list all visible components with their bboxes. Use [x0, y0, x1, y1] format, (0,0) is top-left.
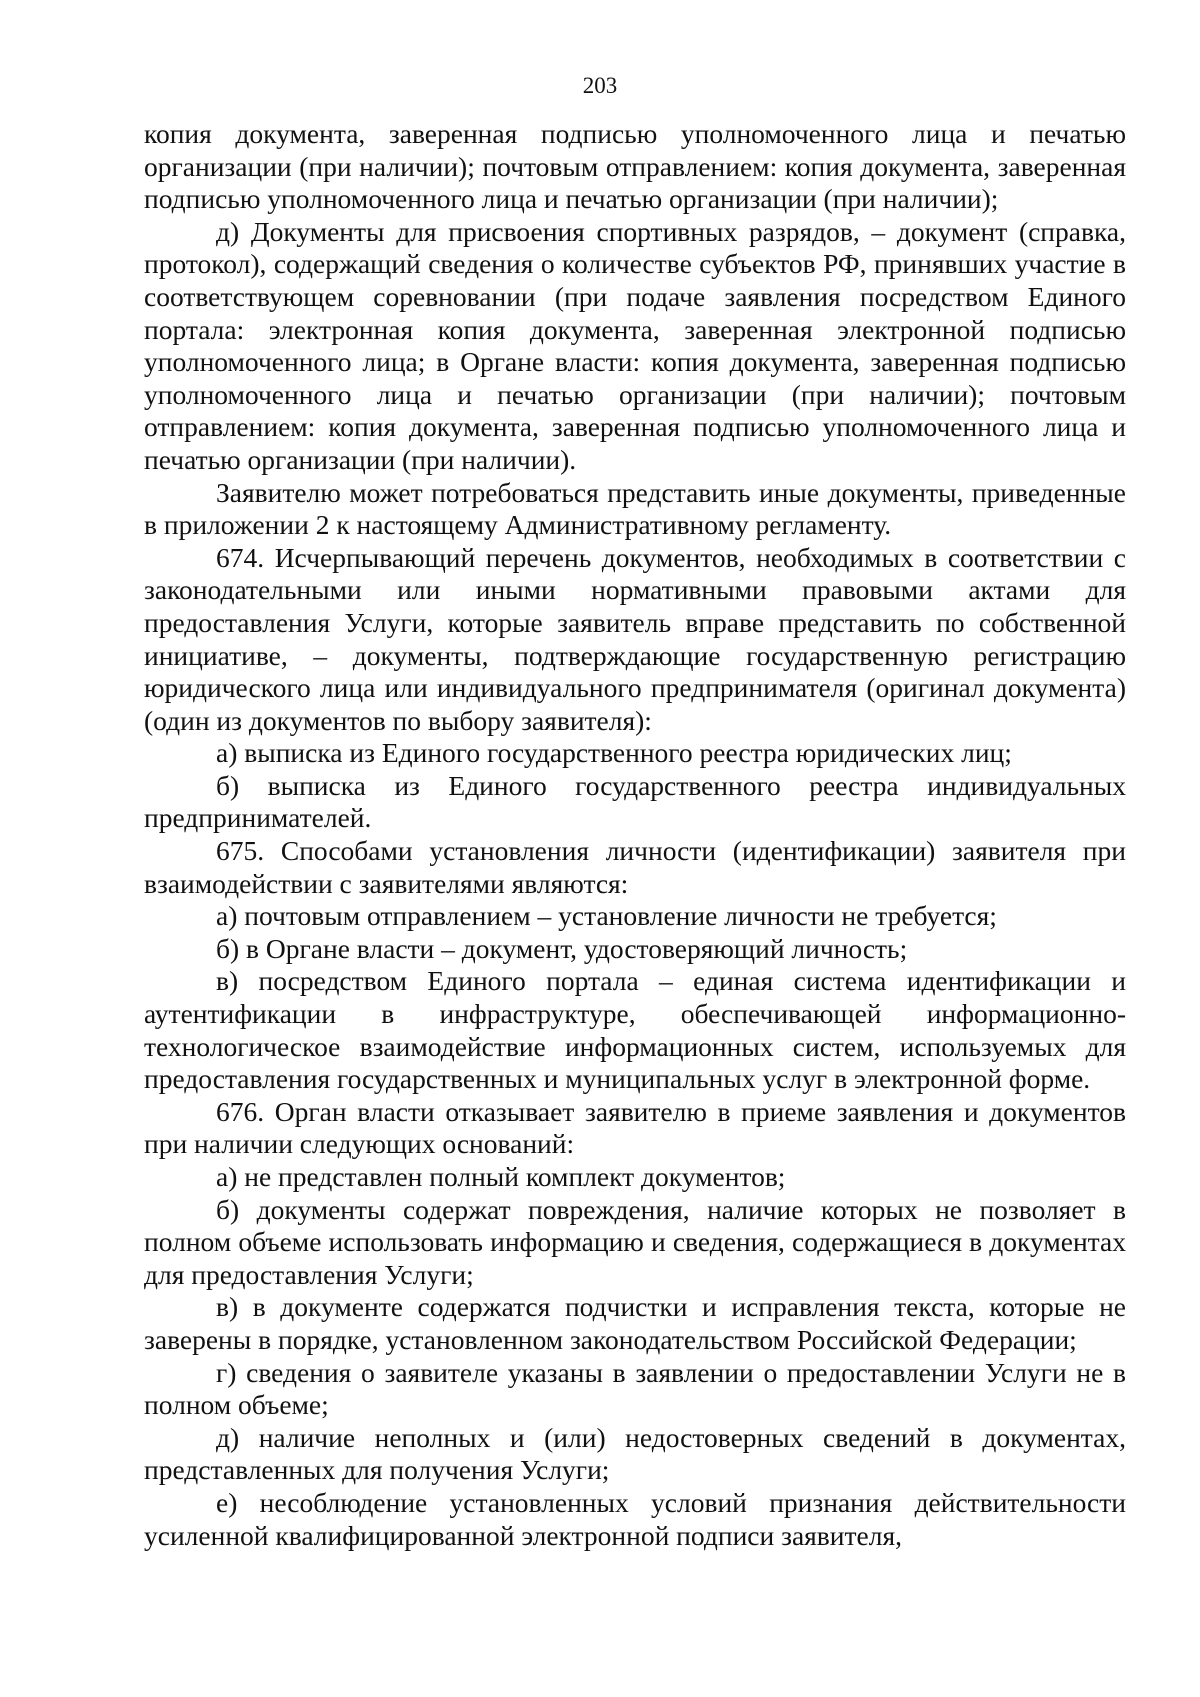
paragraph-674: 674. Исчерпывающий перечень документов, необходимых в соответствии с законодательными или иными нормативными правовыми актами для предоставления Услуги, которые заявитель вправе представить по собственной инициативе, – документы, подтверждающие государственную регистрацию юридического лица или индивидуального предпринимателя (оригинал документа) (один из документов по выбору заявителя):	[144, 541, 1126, 736]
paragraph-676-g: г) сведения о заявителе указаны в заявлении о предоставлении Услуги не в полном объеме;	[144, 1356, 1126, 1421]
paragraph-676-v: в) в документе содержатся подчистки и исправления текста, которые не заверены в порядке, установленном законодательством Российской Федерации;	[144, 1291, 1126, 1355]
paragraph-continuation: копия документа, заверенная подписью уполномоченного лица и печатью организации (при наличии); почтовым отправлением: копия документа, заверенная подписью уполномоченного лица и печатью организации (при наличии);	[144, 118, 1126, 215]
paragraph-675: 675. Способами установления личности (идентификации) заявителя при взаимодействии с заявителями являются:	[144, 835, 1126, 899]
page-number: 203	[582, 73, 618, 98]
paragraph-other-documents: Заявителю может потребоваться представить иные документы, приведенные в приложении 2 к настоящему Административному регламенту.	[144, 476, 1126, 541]
paragraph-676-d: д) наличие неполных и (или) недостоверных сведений в документах, представленных для получения Услуги;	[144, 1421, 1126, 1486]
paragraph-item-d-sport-ranks: д) Документы для присвоения спортивных разрядов, – документ (справка, протокол), содержащий сведения о количестве субъектов РФ, принявших участие в соответствующем соревновании (при подаче заявления посредством Единого портала: электронная копия документа, заверенная электронной подписью уполномоченного лица; в Органе власти: копия документа, заверенная подписью уполномоченного лица и печатью организации (при наличии); почтовым отправлением: копия документа, заверенная подписью уполномоченного лица и печатью организации (при наличии).	[144, 215, 1126, 475]
paragraph-676-e: е) несоблюдение установленных условий признания действительности усиленной квалифицированной электронной подписи заявителя,	[144, 1486, 1126, 1551]
paragraph-676: 676. Орган власти отказывает заявителю в приеме заявления и документов при наличии следующих оснований:	[144, 1095, 1126, 1160]
paragraph-675-a: а) почтовым отправлением – установление личности не требуется;	[216, 900, 997, 932]
document-body	[144, 118, 1126, 1552]
paragraph-675-v: в) посредством Единого портала – единая система идентификации и аутентификации в инфраструктуре, обеспечивающей информационно-технологическое взаимодействие информационных систем, используемых для предоставления государственных и муниципальных услуг в электронной форме.	[144, 965, 1126, 1095]
paragraph-675-b: б) в Органе власти – документ, удостоверяющий личность;	[216, 932, 908, 964]
paragraph-676-a: а) не представлен полный комплект документов;	[216, 1161, 786, 1192]
paragraph-676-b: б) документы содержат повреждения, наличие которых не позволяет в полном объеме использовать информацию и сведения, содержащиеся в документах для предоставления Услуги;	[144, 1193, 1126, 1290]
paragraph-674-b: б) выписка из Единого государственного реестра индивидуальных предпринимателей.	[144, 769, 1126, 834]
paragraph-674-a: а) выписка из Единого государственного реестра юридических лиц;	[216, 737, 1012, 769]
